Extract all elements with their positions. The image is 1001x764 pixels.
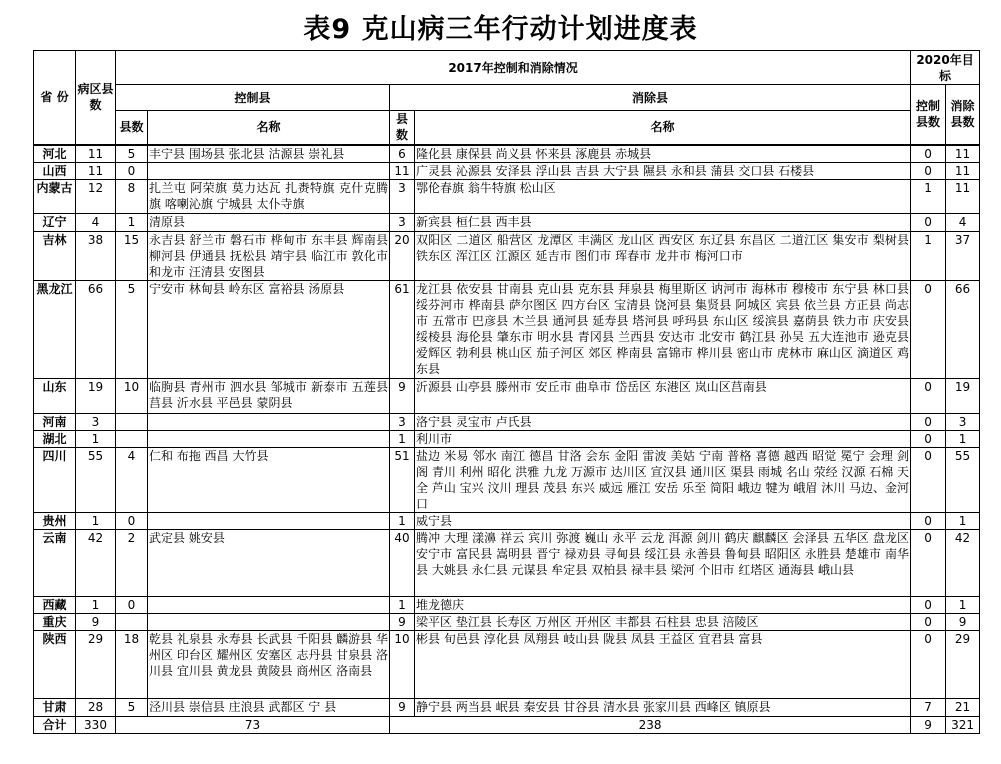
control-count-cell: 5 [116, 280, 148, 378]
eliminate-count-cell: 40 [390, 529, 415, 596]
control-target-cell: 0 [911, 596, 946, 613]
disease-county-count-cell: 29 [76, 630, 116, 698]
disease-county-count-cell: 11 [76, 162, 116, 179]
control-target-cell: 0 [911, 145, 946, 163]
disease-county-count-cell: 42 [76, 529, 116, 596]
disease-county-count-cell: 11 [76, 145, 116, 163]
total-eliminate: 238 [390, 716, 911, 733]
eliminate-count-cell: 6 [390, 145, 415, 163]
eliminate-count-cell: 3 [390, 213, 415, 231]
control-target-cell: 7 [911, 698, 946, 716]
eliminate-count-cell: 51 [390, 447, 415, 512]
control-target-cell: 0 [911, 512, 946, 529]
disease-county-count-cell: 38 [76, 231, 116, 280]
control-names-cell [148, 596, 390, 613]
control-target-cell: 0 [911, 280, 946, 378]
eliminate-target-cell: 11 [946, 162, 980, 179]
control-count-cell [116, 413, 148, 430]
control-target-cell: 1 [911, 231, 946, 280]
disease-county-count-cell: 1 [76, 430, 116, 447]
control-names-cell: 永吉县 舒兰市 磐石市 桦甸市 东丰县 辉南县柳河县 伊通县 抚松县 靖宇县 临江市 敦化市 和龙市 汪清县 安图县 [149, 232, 388, 279]
table-row [34, 213, 980, 231]
province-cell: 吉林 [34, 231, 76, 280]
eliminate-target-cell: 19 [946, 378, 980, 413]
header-province: 省 份 [34, 51, 76, 145]
eliminate-target-cell: 21 [946, 698, 980, 716]
eliminate-names-cell: 静宁县 两当县 岷县 秦安县 甘谷县 清水县 张家川县 西峰区 镇原县 [415, 698, 911, 716]
eliminate-target-cell: 37 [946, 231, 980, 280]
control-target-cell: 0 [911, 447, 946, 512]
table-row [34, 529, 980, 596]
control-target-cell: 0 [911, 413, 946, 430]
control-target-cell: 0 [911, 430, 946, 447]
control-names-cell: 临朐县 青州市 泗水县 邹城市 新泰市 五莲县莒县 沂水县 平邑县 蒙阴县 [148, 378, 390, 413]
header-control: 控制县 [116, 85, 390, 111]
eliminate-target-cell: 66 [946, 280, 980, 378]
eliminate-target-cell: 1 [946, 596, 980, 613]
eliminate-count-cell: 1 [390, 596, 415, 613]
eliminate-names-cell: 彬县 旬邑县 淳化县 凤翔县 岐山县 陇县 凤县 王益区 宜君县 富县 [415, 630, 911, 698]
control-names-cell: 丰宁县 围场县 张北县 沽源县 崇礼县 [148, 145, 390, 163]
eliminate-count-cell: 20 [390, 231, 415, 280]
control-target-cell: 0 [911, 613, 946, 630]
province-cell: 辽宁 [34, 213, 76, 231]
control-count-cell [116, 430, 148, 447]
control-names-cell [148, 413, 390, 430]
province-cell: 四川 [34, 447, 76, 512]
eliminate-target-cell: 55 [946, 447, 980, 512]
disease-county-count-cell: 55 [76, 447, 116, 512]
control-names-cell: 武定县 姚安县 [148, 529, 390, 596]
control-target-cell: 0 [911, 378, 946, 413]
control-count-cell: 5 [116, 145, 148, 163]
header-control-target: 控制县数 [911, 85, 946, 145]
table-row [34, 179, 980, 213]
header-eliminate-names: 名称 [415, 111, 911, 145]
province-cell: 甘肃 [34, 698, 76, 716]
header-control-count: 县数 [116, 111, 148, 145]
control-names-cell [148, 613, 390, 630]
control-count-cell: 18 [116, 630, 148, 698]
eliminate-count-cell: 10 [390, 630, 415, 698]
eliminate-names-cell: 鄂伦春旗 翁牛特旗 松山区 [415, 179, 911, 213]
control-count-cell: 8 [116, 179, 148, 213]
eliminate-names-cell: 威宁县 [415, 512, 911, 529]
eliminate-target-cell: 1 [946, 512, 980, 529]
table-row [34, 613, 980, 630]
disease-county-count-cell: 12 [76, 179, 116, 213]
eliminate-target-cell: 11 [946, 145, 980, 163]
control-target-cell: 0 [911, 162, 946, 179]
total-disease-counties: 330 [76, 716, 116, 733]
eliminate-names-cell: 洛宁县 灵宝市 卢氏县 [415, 413, 911, 430]
table-row [34, 162, 980, 179]
eliminate-count-cell: 3 [390, 413, 415, 430]
table-row [34, 596, 980, 613]
page-title: 表9 克山病三年行动计划进度表 [303, 14, 698, 45]
control-count-cell: 5 [116, 698, 148, 716]
province-cell: 内蒙古 [34, 179, 76, 213]
control-names-cell: 扎兰屯 阿荣旗 莫力达瓦 扎赉特旗 克什克腾旗 喀喇沁旗 宁城县 太仆寺旗 [148, 179, 390, 213]
control-names-cell: 乾县 礼泉县 永寿县 长武县 千阳县 麟游县 华州区 印台区 耀州区 安塞区 志丹县 甘泉县 洛川县 宜川县 黄龙县 黄陵县 商州区 洛南县 [148, 630, 390, 698]
table-row [34, 145, 980, 163]
control-names-cell: 清原县 [148, 213, 390, 231]
control-count-cell: 0 [116, 162, 148, 179]
control-target-cell: 0 [911, 630, 946, 698]
header-disease-counties: 病区县数 [76, 51, 116, 145]
header-eliminate-count: 县数 [390, 111, 415, 145]
province-cell: 山东 [34, 378, 76, 413]
disease-county-count-cell: 28 [76, 698, 116, 716]
eliminate-target-cell: 1 [946, 430, 980, 447]
province-cell: 湖北 [34, 430, 76, 447]
eliminate-count-cell: 9 [390, 613, 415, 630]
control-count-cell: 4 [116, 447, 148, 512]
control-count-cell: 1 [116, 213, 148, 231]
eliminate-count-cell: 61 [390, 280, 415, 378]
eliminate-names-cell: 盐边 米易 邻水 南江 德昌 甘洛 会东 金阳 雷波 美姑 宁南 普格 喜德 越西 昭觉 冕宁 会理 剑阁 青川 利州 昭化 洪雅 九龙 万源市 达川区 宣汉县 通川区 渠县 雨城 名山 荥经 汉源 石棉 天全 芦山 宝兴 汶川 理县 茂县 东兴 威远 雁江 安岳 乐至 简阳 峨边 犍为 峨眉 沐川 马边、金河口 [416, 448, 910, 511]
control-names-cell: 泾川县 崇信县 庄浪县 武都区 宁 县 [148, 698, 390, 716]
table-row [34, 447, 980, 512]
eliminate-names-cell: 双阳区 二道区 船营区 龙潭区 丰满区 龙山区 西安区 东辽县 东昌区 二道江区 集安市 梨树县 铁东区 浑江区 江源区 延吉市 图们市 珲春市 龙井市 梅河口市 [415, 231, 911, 280]
total-eliminate-target: 321 [946, 716, 980, 733]
eliminate-names-cell: 腾冲 大理 漾濞 祥云 宾川 弥渡 巍山 永平 云龙 洱源 剑川 鹤庆 麒麟区 会泽县 五华区 盘龙区 安宁市 富民县 嵩明县 晋宁 禄劝县 寻甸县 绥江县 永善县 鲁甸县 昭阳区 永胜县 楚雄市 南华县 大姚县 永仁县 元谋县 牟定县 双柏县 禄丰县 梁河 个旧市 红塔区 通海县 峨山县 [415, 529, 911, 596]
control-names-cell: 仁和 布拖 西昌 大竹县 [148, 447, 390, 512]
total-row [34, 716, 980, 733]
disease-county-count-cell: 66 [76, 280, 116, 378]
eliminate-target-cell: 11 [946, 179, 980, 213]
eliminate-names-cell: 新宾县 桓仁县 西丰县 [415, 213, 911, 231]
province-cell: 西藏 [34, 596, 76, 613]
eliminate-names-cell: 利川市 [415, 430, 911, 447]
province-cell: 黑龙江 [34, 280, 76, 378]
eliminate-count-cell: 1 [390, 430, 415, 447]
header-status-2017: 2017年控制和消除情况 [116, 51, 911, 85]
eliminate-names-cell: 广灵县 沁源县 安泽县 浮山县 吉县 大宁县 隰县 永和县 蒲县 交口县 石楼县 [415, 162, 911, 179]
eliminate-count-cell: 3 [390, 179, 415, 213]
eliminate-target-cell: 29 [946, 630, 980, 698]
disease-county-count-cell: 3 [76, 413, 116, 430]
table-row [34, 430, 980, 447]
progress-table [33, 50, 980, 734]
table-row [34, 698, 980, 716]
eliminate-count-cell: 11 [390, 162, 415, 179]
disease-county-count-cell: 1 [76, 596, 116, 613]
header-eliminate: 消除县 [390, 85, 911, 111]
eliminate-count-cell: 9 [390, 378, 415, 413]
eliminate-target-cell: 42 [946, 529, 980, 596]
table-row [34, 378, 980, 413]
header-eliminate-target: 消除县数 [946, 85, 980, 145]
province-cell: 陕西 [34, 630, 76, 698]
total-control-target: 9 [911, 716, 946, 733]
header-control-names: 名称 [148, 111, 390, 145]
eliminate-names-cell: 隆化县 康保县 尚义县 怀来县 涿鹿县 赤城县 [415, 145, 911, 163]
control-names-cell [148, 430, 390, 447]
eliminate-target-cell: 3 [946, 413, 980, 430]
eliminate-names-cell: 沂源县 山亭县 滕州市 安丘市 曲阜市 岱岳区 东港区 岚山区莒南县 [415, 378, 911, 413]
eliminate-names-cell: 龙江县 依安县 甘南县 克山县 克东县 拜泉县 梅里斯区 讷河市 海林市 穆棱市 东宁县 林口县 绥芬河市 桦南县 萨尔图区 四方台区 宝清县 饶河县 集贤县 阿城区 宾县 依兰县 方正县 尚志市 五常市 巴彦县 木兰县 通河县 延寿县 塔河县 呼玛县 东山区 绥滨县 嘉荫县 铁力市 庆安县 绥棱县 海伦县 肇东市 明水县 青冈县 兰西县 安达市 北安市 鹤江县 孙吴 五大连池市 逊克县 爱辉区 勃利县 桃山区 茄子河区 郊区 桦南县 富锦市 桦川县 密山市 虎林市 麻山区 滴道区 鸡东县 [415, 280, 911, 378]
header-target-2020: 2020年目标 [911, 51, 980, 85]
province-cell: 河南 [34, 413, 76, 430]
control-count-cell: 2 [116, 529, 148, 596]
eliminate-target-cell: 4 [946, 213, 980, 231]
eliminate-count-cell: 9 [390, 698, 415, 716]
total-label: 合计 [34, 716, 76, 733]
eliminate-names-cell: 堆龙德庆 [415, 596, 911, 613]
eliminate-names-cell: 梁平区 垫江县 长寿区 万州区 开州区 丰都县 石柱县 忠县 涪陵区 [415, 613, 911, 630]
table-row [34, 280, 980, 378]
total-control: 73 [116, 716, 390, 733]
disease-county-count-cell: 1 [76, 512, 116, 529]
province-cell: 河北 [34, 145, 76, 163]
table-row [34, 231, 980, 280]
table-row [34, 512, 980, 529]
disease-county-count-cell: 19 [76, 378, 116, 413]
eliminate-count-cell: 1 [390, 512, 415, 529]
province-cell: 贵州 [34, 512, 76, 529]
control-count-cell: 0 [116, 512, 148, 529]
table-row [34, 630, 980, 698]
control-names-cell [148, 512, 390, 529]
control-target-cell: 0 [911, 213, 946, 231]
disease-county-count-cell: 9 [76, 613, 116, 630]
province-cell: 云南 [34, 529, 76, 596]
control-count-cell [116, 613, 148, 630]
province-cell: 山西 [34, 162, 76, 179]
eliminate-target-cell: 9 [946, 613, 980, 630]
disease-county-count-cell: 4 [76, 213, 116, 231]
control-count-cell: 0 [116, 596, 148, 613]
control-count-cell: 15 [116, 231, 148, 280]
table-row [34, 413, 980, 430]
control-names-cell [148, 162, 390, 179]
control-count-cell: 10 [116, 378, 148, 413]
control-target-cell: 0 [911, 529, 946, 596]
control-target-cell: 1 [911, 179, 946, 213]
province-cell: 重庆 [34, 613, 76, 630]
control-names-cell: 宁安市 林甸县 岭东区 富裕县 汤原县 [148, 280, 390, 378]
